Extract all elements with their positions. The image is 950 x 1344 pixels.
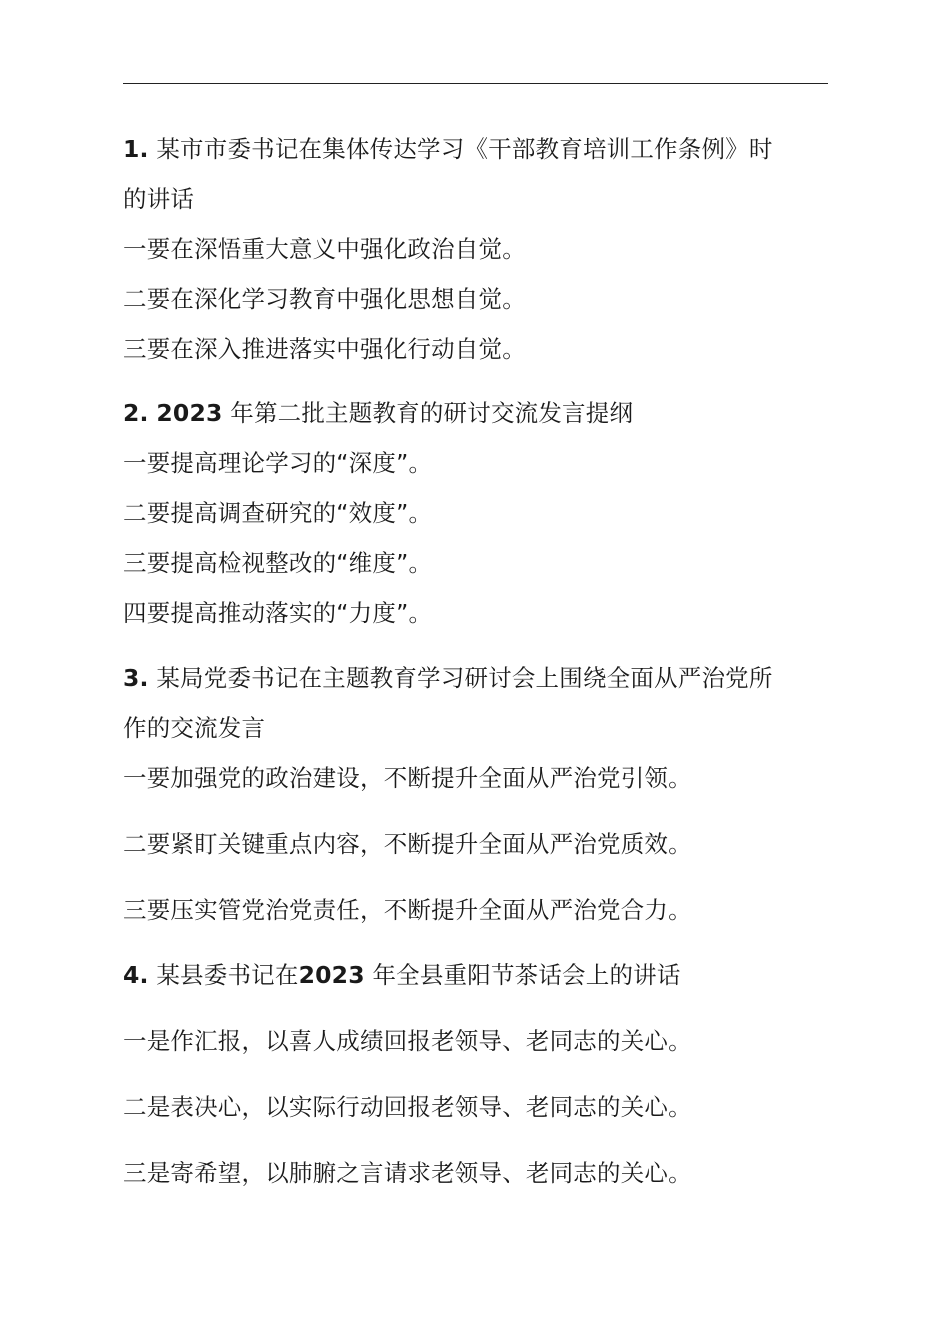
section-3-point-3: 三要压实管党治党责任，不断提升全面从严治党合力。: [123, 896, 692, 924]
section-2-year: 2023: [156, 399, 223, 427]
section-1-heading-line-2: 的讲话: [123, 185, 195, 213]
section-4-heading-text: 年全县重阳节茶话会上的讲话: [372, 961, 681, 989]
section-3-point-2: 二要紧盯关键重点内容，不断提升全面从严治党质效。: [123, 830, 692, 858]
section-3-heading: [123, 663, 833, 693]
section-3-heading-line-2: 作的交流发言: [123, 714, 266, 742]
section-3-number: 3.: [123, 664, 149, 692]
section-2-point-4: 四要提高推动落实的“力度”。: [123, 599, 433, 627]
section-3-point-1: 一要加强党的政治建设，不断提升全面从严治党引领。: [123, 764, 692, 792]
section-2-number: 2.: [123, 399, 149, 427]
section-4-point-3: 三是寄希望，以肺腑之言请求老领导、老同志的关心。: [123, 1159, 692, 1187]
section-2-point-2: 二要提高调查研究的“效度”。: [123, 499, 433, 527]
section-4-point-2: 二是表决心，以实际行动回报老领导、老同志的关心。: [123, 1093, 692, 1121]
section-4-number: 4.: [123, 961, 149, 989]
section-1-point-2: 二要在深化学习教育中强化思想自觉。: [123, 285, 526, 313]
section-1-heading: [123, 134, 833, 164]
section-2-point-3: 三要提高检视整改的“维度”。: [123, 549, 433, 577]
section-4-year: 2023: [298, 961, 365, 989]
section-1-number: 1.: [123, 135, 149, 163]
section-1-point-1: 一要在深悟重大意义中强化政治自觉。: [123, 235, 526, 263]
section-1-heading-line-1: 某市市委书记在集体传达学习《干部教育培训工作条例》时: [156, 135, 773, 163]
section-2-heading-text: 年第二批主题教育的研讨交流发言提纲: [230, 399, 634, 427]
section-4-point-1: 一是作汇报，以喜人成绩回报老领导、老同志的关心。: [123, 1027, 692, 1055]
section-3-heading-line-1: 某局党委书记在主题教育学习研讨会上围绕全面从严治党所: [156, 664, 773, 692]
section-1-point-3: 三要在深入推进落实中强化行动自觉。: [123, 335, 526, 363]
section-4-heading: [123, 960, 833, 990]
section-2-heading: [123, 398, 833, 428]
section-4-heading-pre: 某县委书记在: [156, 961, 299, 989]
header-rule: [123, 83, 828, 84]
section-2-point-1: 一要提高理论学习的“深度”。: [123, 449, 433, 477]
